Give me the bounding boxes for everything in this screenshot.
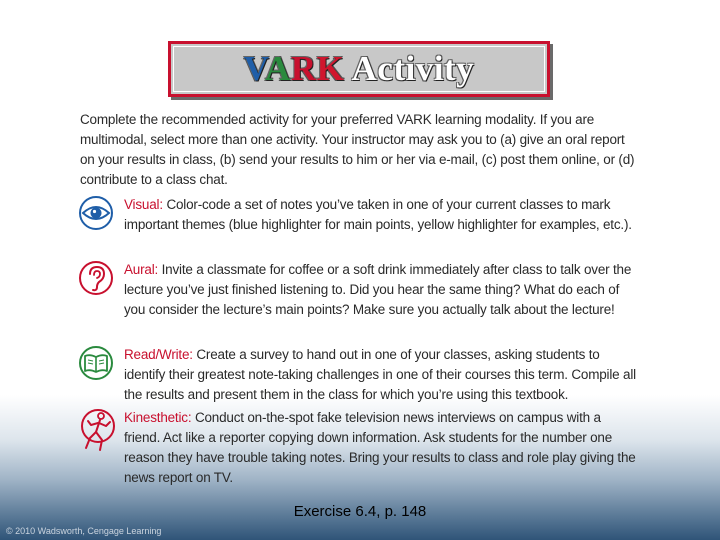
activity-aural [78, 260, 640, 320]
open-book-icon [78, 345, 124, 405]
activity-visual [78, 195, 640, 235]
running-figure-icon [78, 408, 124, 488]
title-letter-k: K [316, 49, 345, 88]
activity-kinesthetic-description: Conduct on-the-spot fake television news interviews on campus with a friend. Act like a reporter copying down information. Ask students for the number one reason they have trouble taking notes. Bring your results to class and role play giving the news report on TV. [124, 410, 636, 485]
title-letter-v: V [243, 49, 266, 88]
title-letter-a: A [265, 49, 291, 88]
activity-kinesthetic [78, 408, 640, 488]
activity-visual-label: Visual: [124, 197, 163, 212]
activity-aural-description: Invite a classmate for coffee or a soft drink immediately after class to talk over the lecture you’ve just finished listening to. Did you hear the same thing? What do each of you consider the lecture’s main points? Make sure you actually talk about the lecture! [124, 262, 632, 317]
slide-title [244, 49, 474, 89]
eye-icon [78, 195, 124, 235]
activity-visual-description: Color-code a set of notes you’ve taken in one of your current classes to mark important themes (blue highlighter for main points, yellow highlighter for examples, etc.). [124, 197, 632, 232]
activity-read-write-label: Read/Write: [124, 347, 193, 362]
activity-kinesthetic-label: Kinesthetic: [124, 410, 192, 425]
title-letter-r: R [290, 49, 317, 88]
activity-read-write-text [124, 345, 640, 405]
title-box [168, 41, 550, 97]
activity-visual-text [124, 195, 640, 235]
activity-kinesthetic-text [124, 408, 640, 488]
title-rest: Activity [344, 49, 475, 88]
activity-aural-label: Aural: [124, 262, 159, 277]
exercise-reference: Exercise 6.4, p. 148 [293, 503, 427, 520]
activity-read-write [78, 345, 640, 405]
activity-read-write-description: Create a survey to hand out in one of your classes, asking students to identify their greatest note-taking challenges in one of their courses this term. Compile all the results and present them in the class for which you’re using this textbook. [124, 347, 636, 402]
activity-aural-text [124, 260, 640, 320]
intro-paragraph: Complete the recommended activity for your preferred VARK learning modality. If you are multimodal, select more than one activity. Your instructor may ask you to (a) give an oral report on your results in class, (b) send your results to him or her via e-mail, (c) post them online, or (d) contribute to a class chat. [80, 112, 635, 187]
copyright-notice: © 2010 Wadsworth, Cengage Learning [6, 526, 162, 536]
ear-icon [78, 260, 124, 320]
